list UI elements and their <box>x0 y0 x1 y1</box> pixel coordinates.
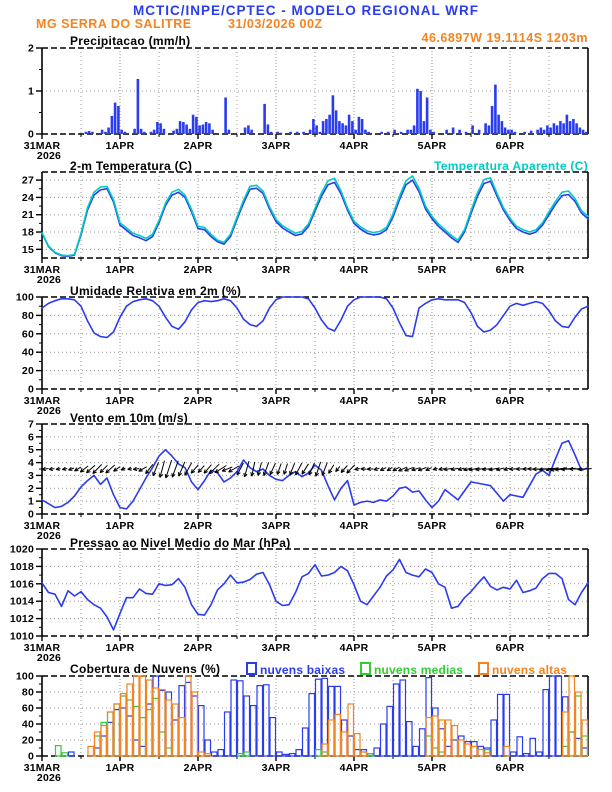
svg-text:15: 15 <box>21 243 34 256</box>
legend-label: nuvens altas <box>492 663 568 677</box>
svg-text:4APR: 4APR <box>339 395 369 407</box>
svg-text:1APR: 1APR <box>105 264 135 276</box>
model-title: MCTIC/INPE/CPTEC - MODELO REGIONAL WRF <box>133 3 479 18</box>
svg-text:4APR: 4APR <box>339 642 369 654</box>
svg-text:5APR: 5APR <box>417 395 447 407</box>
legend-label: nuvens medias <box>374 663 464 677</box>
svg-text:2APR: 2APR <box>183 642 213 654</box>
svg-text:6APR: 6APR <box>495 140 525 152</box>
svg-text:0: 0 <box>27 750 34 763</box>
svg-text:2: 2 <box>27 42 34 55</box>
panel-title-pressure: Pressao ao Nivel Medio do Mar (hPa) <box>70 536 291 550</box>
svg-text:3APR: 3APR <box>261 520 291 532</box>
svg-text:1012: 1012 <box>9 613 34 626</box>
svg-text:1: 1 <box>27 85 34 98</box>
svg-text:31MAR: 31MAR <box>23 762 61 774</box>
nuvens-baixas-swatch-icon <box>246 662 257 675</box>
svg-text:4: 4 <box>27 457 34 470</box>
svg-text:5APR: 5APR <box>417 264 447 276</box>
station-coordinates: 46.6897W 19.1114S 1203m <box>421 31 588 45</box>
nuvens-altas-swatch-icon <box>478 662 489 675</box>
svg-text:3: 3 <box>27 469 34 482</box>
svg-text:80: 80 <box>21 686 34 699</box>
panel-title-temperature: 2-m Temperatura (C) <box>70 159 193 173</box>
svg-text:7: 7 <box>27 418 34 431</box>
svg-text:31MAR: 31MAR <box>23 520 61 532</box>
svg-text:27: 27 <box>21 174 34 187</box>
legend-nuvens-medias <box>360 662 463 677</box>
svg-text:6APR: 6APR <box>495 642 525 654</box>
svg-text:20: 20 <box>21 365 34 378</box>
svg-text:2026: 2026 <box>36 274 62 286</box>
svg-text:2026: 2026 <box>36 530 62 542</box>
svg-text:2026: 2026 <box>36 405 62 417</box>
run-datetime: 31/03/2026 00Z <box>228 17 323 31</box>
svg-text:3APR: 3APR <box>261 140 291 152</box>
svg-text:5APR: 5APR <box>417 762 447 774</box>
svg-text:1APR: 1APR <box>105 140 135 152</box>
svg-text:1APR: 1APR <box>105 395 135 407</box>
svg-text:2026: 2026 <box>36 150 62 162</box>
legend-nuvens-altas <box>478 662 567 677</box>
svg-text:1014: 1014 <box>9 595 34 608</box>
svg-text:100: 100 <box>15 670 34 683</box>
panel-title-humidity: Umidade Relativa em 2m (%) <box>70 284 242 298</box>
svg-text:21: 21 <box>21 209 34 222</box>
svg-text:1APR: 1APR <box>105 642 135 654</box>
svg-text:31MAR: 31MAR <box>23 395 61 407</box>
svg-text:1APR: 1APR <box>105 520 135 532</box>
svg-text:20: 20 <box>21 734 34 747</box>
svg-text:1010: 1010 <box>9 630 34 643</box>
station-name: MG SERRA DO SALITRE <box>36 17 192 31</box>
svg-text:5: 5 <box>27 444 34 457</box>
panel-title-precipitation: Precipitacao (mm/h) <box>70 34 191 48</box>
legend-label: nuvens baixas <box>260 663 346 677</box>
svg-text:0: 0 <box>27 508 34 521</box>
svg-text:5APR: 5APR <box>417 140 447 152</box>
svg-text:3APR: 3APR <box>261 264 291 276</box>
svg-text:1: 1 <box>27 495 34 508</box>
svg-text:3APR: 3APR <box>261 642 291 654</box>
svg-text:24: 24 <box>21 191 34 204</box>
svg-text:0: 0 <box>27 383 34 396</box>
svg-text:60: 60 <box>21 328 34 341</box>
panel-title-clouds: Cobertura de Nuvens (%) <box>70 662 221 676</box>
svg-text:40: 40 <box>21 718 34 731</box>
svg-text:1020: 1020 <box>9 543 34 556</box>
svg-text:6APR: 6APR <box>495 264 525 276</box>
svg-text:1018: 1018 <box>9 560 34 573</box>
svg-text:31MAR: 31MAR <box>23 642 61 654</box>
svg-text:1016: 1016 <box>9 578 34 591</box>
svg-text:4APR: 4APR <box>339 762 369 774</box>
svg-text:0: 0 <box>27 128 34 141</box>
svg-text:100: 100 <box>15 291 34 304</box>
svg-text:2: 2 <box>27 482 34 495</box>
svg-text:18: 18 <box>21 226 34 239</box>
svg-text:4APR: 4APR <box>339 140 369 152</box>
svg-text:2APR: 2APR <box>183 264 213 276</box>
svg-text:2APR: 2APR <box>183 395 213 407</box>
svg-text:4APR: 4APR <box>339 264 369 276</box>
legend-nuvens-baixas <box>246 662 345 677</box>
svg-text:2APR: 2APR <box>183 762 213 774</box>
svg-text:4APR: 4APR <box>339 520 369 532</box>
svg-text:2APR: 2APR <box>183 140 213 152</box>
panel-title-wind: Vento em 10m (m/s) <box>70 411 189 425</box>
svg-text:60: 60 <box>21 702 34 715</box>
svg-text:40: 40 <box>21 346 34 359</box>
station-run-row <box>0 17 612 31</box>
svg-text:6: 6 <box>27 431 34 444</box>
svg-text:3APR: 3APR <box>261 395 291 407</box>
svg-text:31MAR: 31MAR <box>23 264 61 276</box>
svg-text:6APR: 6APR <box>495 395 525 407</box>
svg-text:6APR: 6APR <box>495 520 525 532</box>
svg-text:6APR: 6APR <box>495 762 525 774</box>
svg-text:3APR: 3APR <box>261 762 291 774</box>
svg-text:1APR: 1APR <box>105 762 135 774</box>
panel-title-apparent-temperature: Temperatura Aparente (C) <box>434 159 588 173</box>
svg-text:2APR: 2APR <box>183 520 213 532</box>
svg-text:31MAR: 31MAR <box>23 140 61 152</box>
svg-text:2026: 2026 <box>36 772 62 784</box>
svg-text:5APR: 5APR <box>417 520 447 532</box>
svg-text:5APR: 5APR <box>417 642 447 654</box>
svg-text:80: 80 <box>21 309 34 322</box>
nuvens-medias-swatch-icon <box>360 662 371 675</box>
svg-text:2026: 2026 <box>36 652 62 664</box>
